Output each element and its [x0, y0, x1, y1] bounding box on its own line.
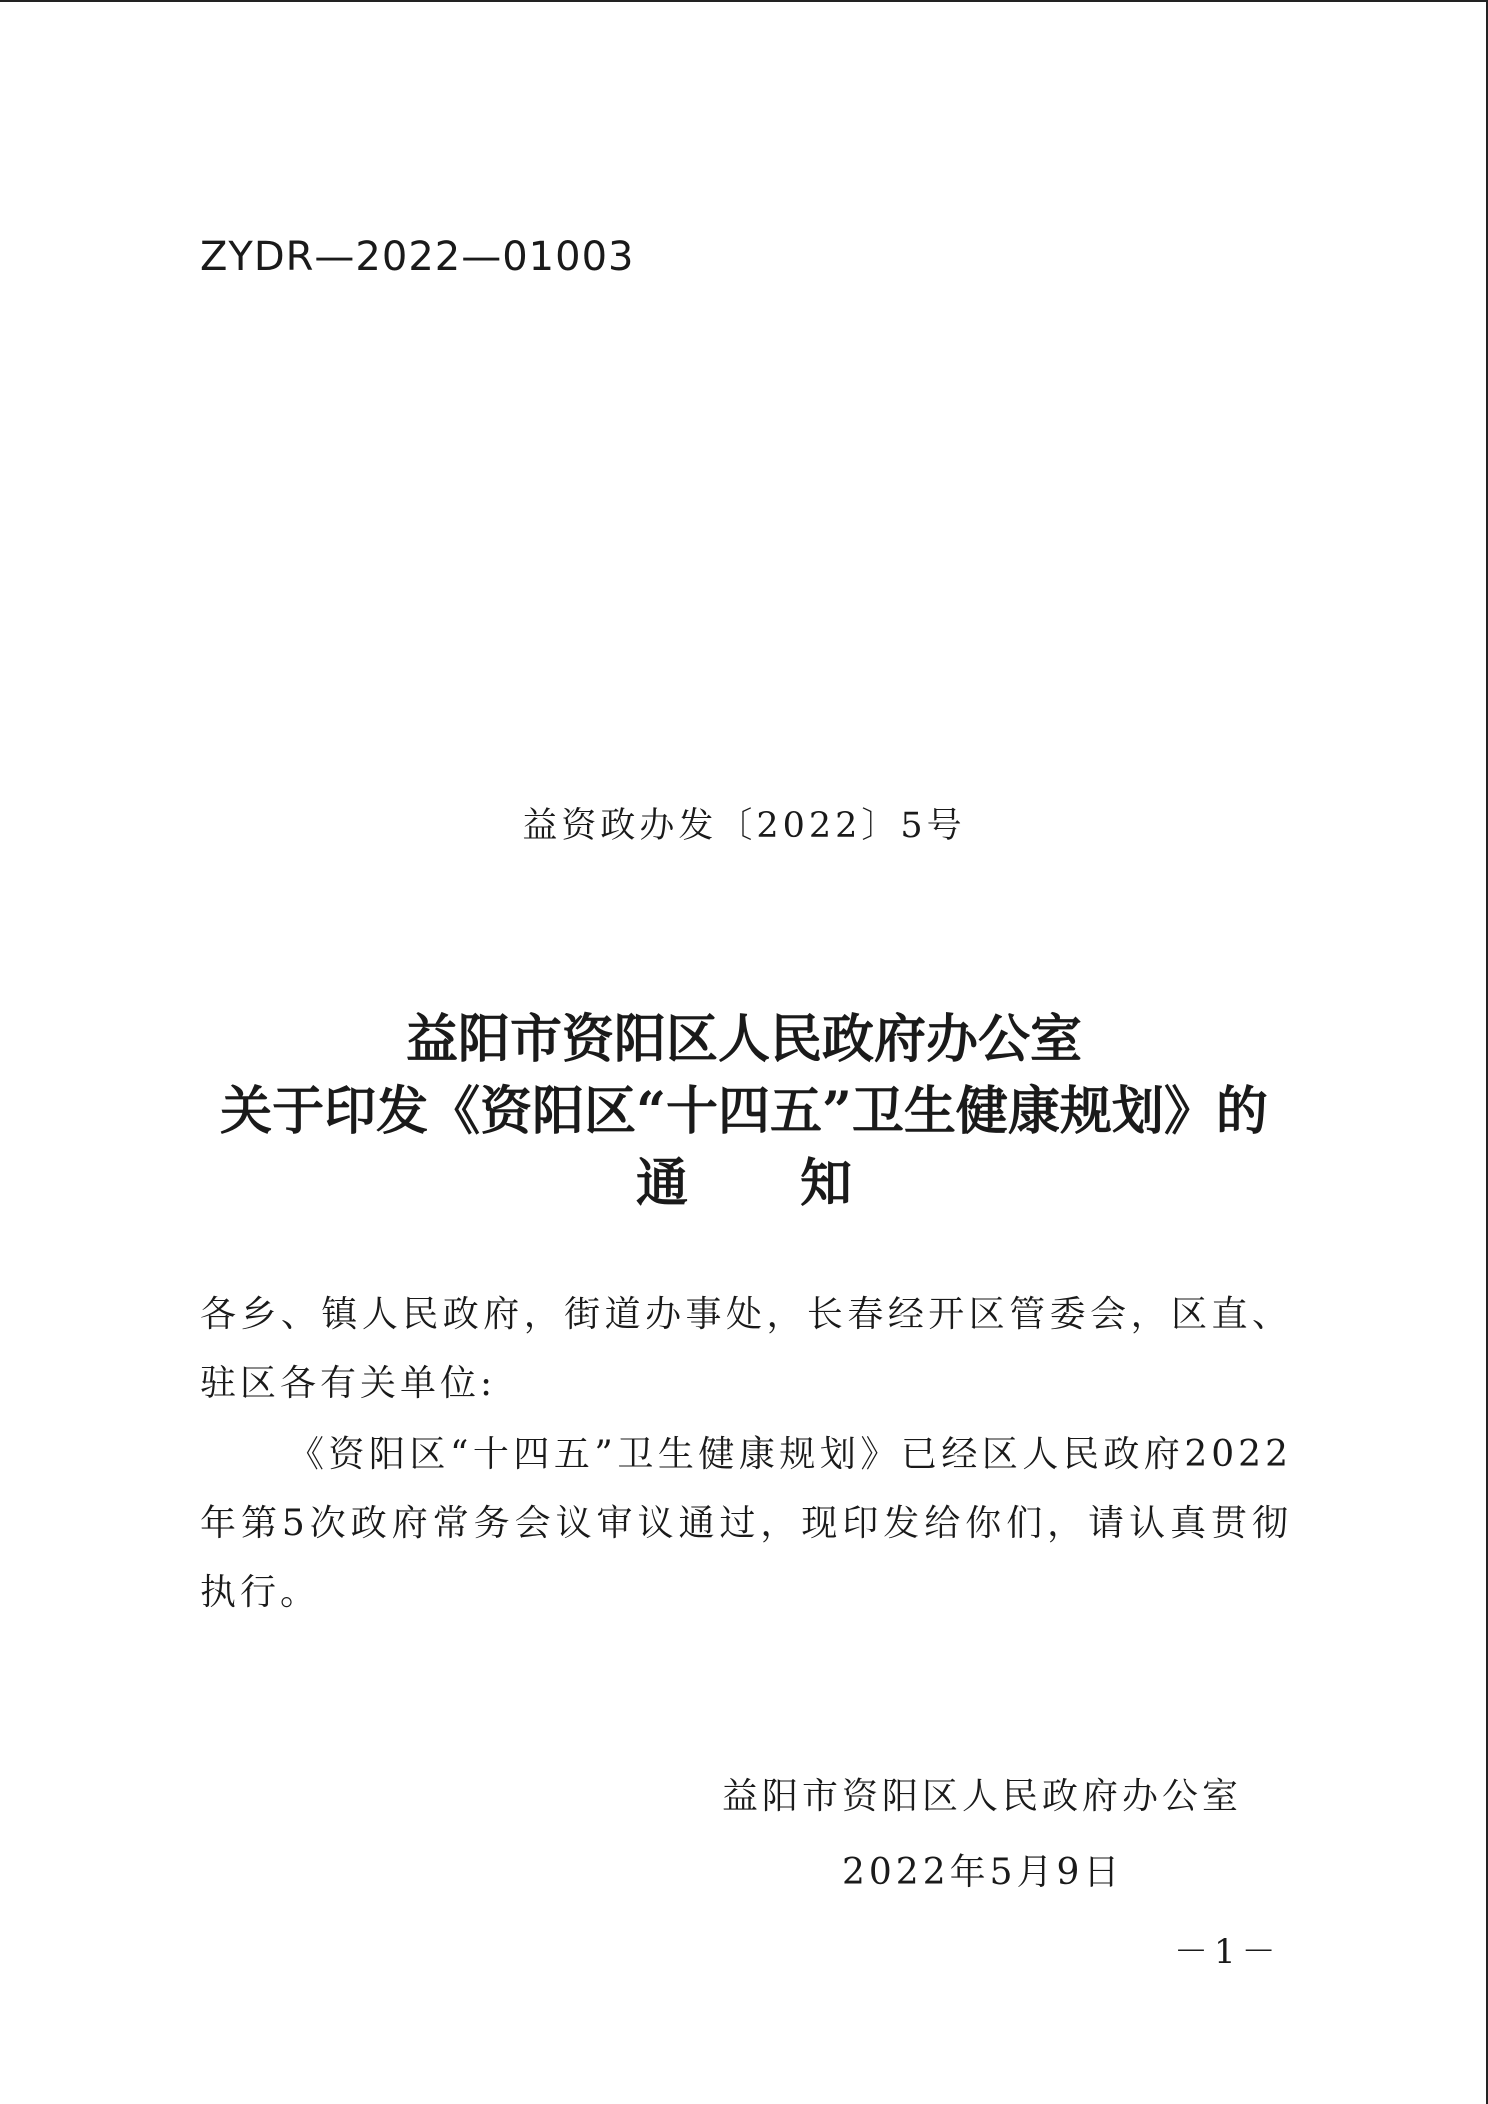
document-title [0, 1004, 1488, 1220]
title-line-2: 关于印发《资阳区“十四五”卫生健康规划》的 [220, 1081, 1268, 1142]
page-number: －1－ [1174, 1932, 1282, 1972]
issuer-signature: 益阳市资阳区人民政府办公室 [722, 1776, 1243, 1817]
addressee: 各乡、镇人民政府，街道办事处，长春经开区管委会，区直、驻区各有关单位: [200, 1294, 1292, 1404]
title-line-1: 益阳市资阳区人民政府办公室 [405, 1009, 1082, 1070]
document-code: ZYDR—2022—01003 [200, 234, 635, 280]
body-paragraph: 《资阳区“十四五”卫生健康规划》已经区人民政府2022年第5次政府常务会议审议通过，现印发给你们，请认真贯彻执行。 [200, 1434, 1292, 1613]
document-number: 益资政办发〔2022〕5号 [522, 806, 966, 846]
issue-date: 2022年5月9日 [842, 1852, 1124, 1893]
title-line-3: 通知 [635, 1153, 964, 1214]
